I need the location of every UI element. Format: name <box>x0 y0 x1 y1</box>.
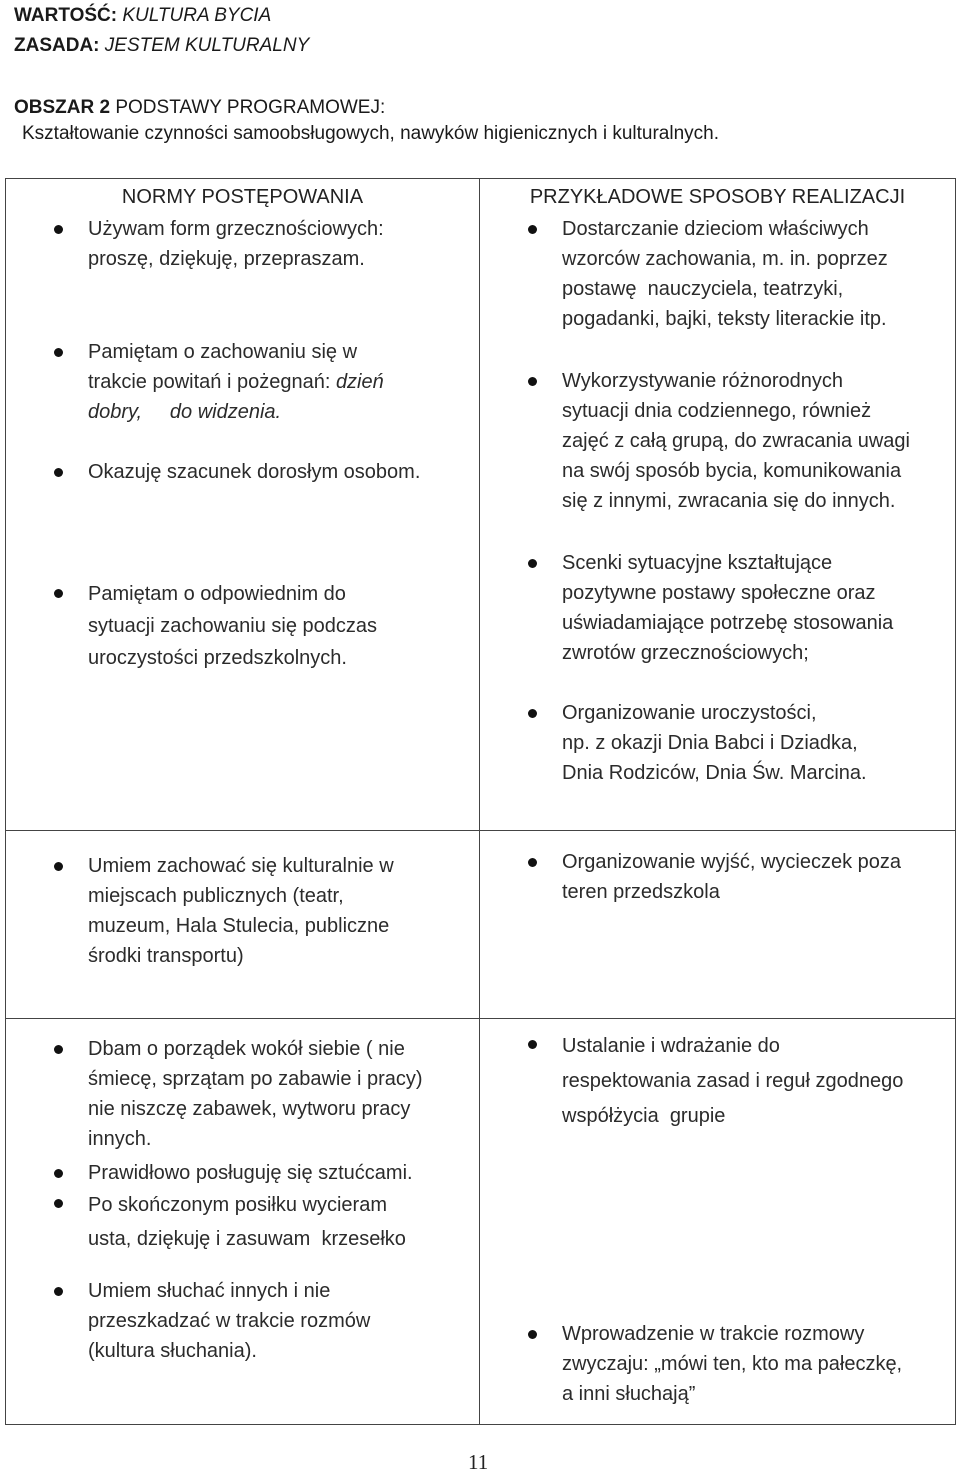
rule-line <box>14 34 309 58</box>
bullet-icon <box>528 559 537 568</box>
list-item: Prawidłowo posługuję się sztućcami. <box>88 1158 468 1188</box>
list-item: Wprowadzenie w trakcie rozmowy zwyczaju: „mówi ten, kto ma pałeczkę, a inni słuchają” <box>562 1319 952 1409</box>
bullet-icon <box>528 377 537 386</box>
bullet-icon <box>528 225 537 234</box>
value-line <box>14 4 271 28</box>
list-item: Scenki sytuacyjne kształtujące pozytywne postawy społeczne oraz uświadamiające potrzebę stosowania zwrotów grzecznościowych; <box>562 548 952 668</box>
list-item: Umiem słuchać innych i nie przeszkadzać w trakcie rozmów (kultura słuchania). <box>88 1276 468 1366</box>
methods-cell <box>480 179 956 831</box>
list-item: Dbam o porządek wokół siebie ( nie śmiecę, sprzątam po zabawie i pracy) nie niszczę zabawek, wytworu pracy innych. <box>88 1034 468 1154</box>
list-item: Po skończonym posiłku wycieram usta, dziękuję i zasuwam krzesełko <box>88 1188 468 1256</box>
bullet-icon <box>54 1199 63 1208</box>
norms-table <box>5 178 956 1425</box>
bullet-icon <box>54 1287 63 1296</box>
list-item: Pamiętam o odpowiednim do sytuacji zachowaniu się podczas uroczystości przedszkolnych. <box>88 578 468 674</box>
bullet-icon <box>528 709 537 718</box>
list-item: Wykorzystywanie różnorodnych sytuacji dnia codziennego, również zajęć z całą grupą, do zwracania uwagi na swój sposób bycia, komunikowania się z innymi, zwracania się do innych. <box>562 366 952 516</box>
bullet-icon <box>54 225 63 234</box>
bullet-icon <box>54 1169 63 1178</box>
bullet-icon <box>528 1330 537 1339</box>
bullet-icon <box>54 1045 63 1054</box>
list-item: Okazuję szacunek dorosłym osobom. <box>88 457 468 487</box>
bullet-icon <box>54 589 63 598</box>
list-item: Umiem zachować się kulturalnie w miejscach publicznych (teatr, muzeum, Hala Stulecia, publiczne środki transportu) <box>88 851 468 971</box>
column-header-norms: NORMY POSTĘPOWANIA <box>121 186 364 208</box>
methods-cell <box>480 1019 956 1425</box>
bullet-icon <box>54 468 63 477</box>
bullet-icon <box>54 348 63 357</box>
table-row <box>6 831 956 1019</box>
area-label: OBSZAR 2 <box>14 97 111 118</box>
table-row <box>6 179 956 831</box>
norms-cell <box>6 179 480 831</box>
norms-cell <box>6 831 480 1019</box>
area-line <box>14 96 385 120</box>
value-label: WARTOŚĆ: <box>14 5 118 26</box>
list-item: Organizowanie uroczystości, np. z okazji Dnia Babci i Dziadka, Dnia Rodziców, Dnia Św. Marcina. <box>562 698 952 788</box>
rule-label: ZASADA: <box>14 35 100 56</box>
value-text: KULTURA BYCIA <box>122 5 272 26</box>
table-row <box>6 1019 956 1425</box>
list-item: Ustalanie i wdrażanie do respektowania zasad i reguł zgodnego współżycia grupie <box>562 1029 952 1134</box>
area-description: Kształtowanie czynności samoobsługowych, nawyków higienicznych i kulturalnych. <box>22 123 719 144</box>
area-text: PODSTAWY PROGRAMOWEJ: <box>115 97 386 118</box>
list-item: Pamiętam o zachowaniu się w trakcie powitań i pożegnań: dzień dobry, do widzenia. <box>88 337 468 427</box>
bullet-icon <box>54 862 63 871</box>
bullet-icon <box>528 858 537 867</box>
rule-text: JESTEM KULTURALNY <box>104 35 310 56</box>
list-item: Organizowanie wyjść, wycieczek poza teren przedszkola <box>562 847 952 907</box>
list-item: Dostarczanie dzieciom właściwych wzorców zachowania, m. in. poprzez postawę nauczyciela, teatrzyki, pogadanki, bajki, teksty literackie itp. <box>562 214 952 334</box>
page-number: 11 <box>468 1450 489 1474</box>
column-header-methods: PRZYKŁADOWE SPOSOBY REALIZACJI <box>529 186 906 208</box>
list-item: Używam form grzecznościowych: proszę, dziękuję, przepraszam. <box>88 214 468 274</box>
bullet-icon <box>528 1040 537 1049</box>
norms-cell <box>6 1019 480 1425</box>
methods-cell <box>480 831 956 1019</box>
